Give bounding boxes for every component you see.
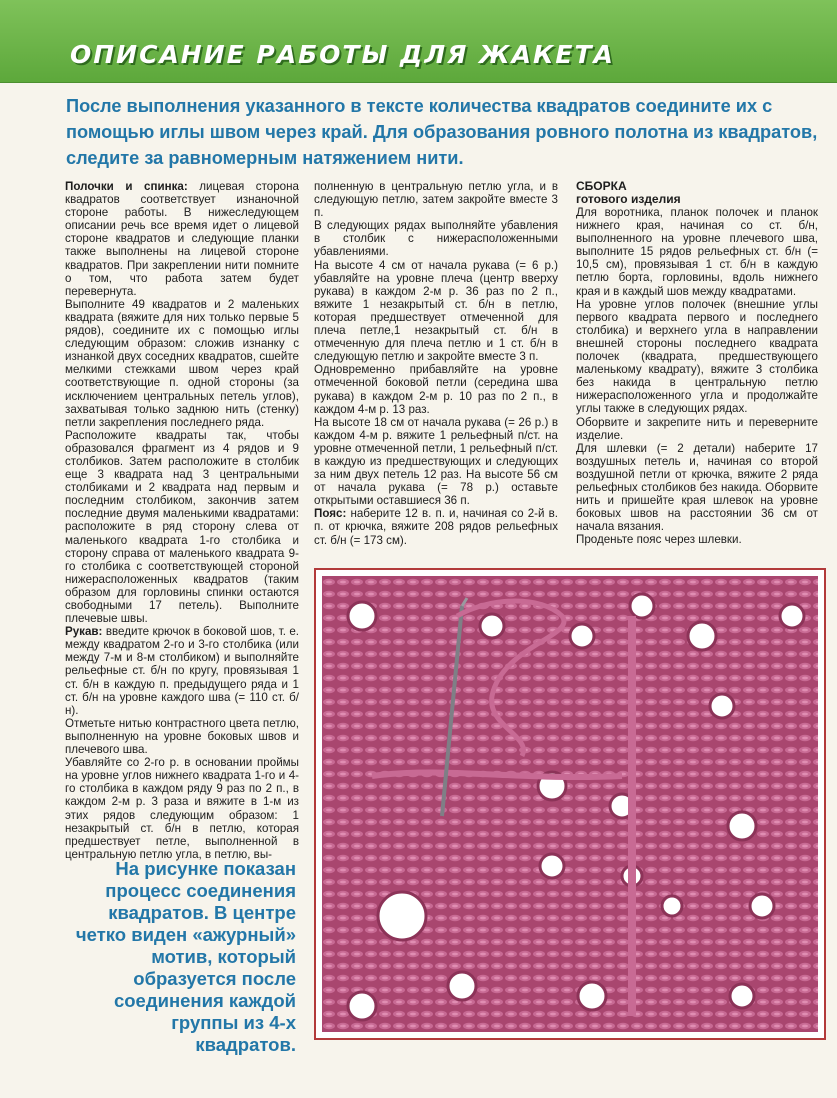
right-column bbox=[576, 180, 818, 546]
paragraph: На высоте 18 см от начала рукава (= 26 р.) в каждом 4-м р. вяжите 1 рельефный п/ст. на уровне отмеченной петли, 1 рельефный п/ст. в каждую из предшествующих и следующих за ним двух петель 12 раз. На высоте 56 см от начала рукава (= 78 р.) оставьте открытыми оставшиеся 36 п. bbox=[314, 415, 558, 508]
crochet-photo bbox=[314, 568, 826, 1040]
paragraph: Оборвите и закрепите нить и переверните изделие. bbox=[576, 415, 818, 442]
page-title: ОПИСАНИЕ РАБОТЫ ДЛЯ ЖАКЕТА bbox=[70, 40, 615, 69]
paragraph: В следующих рядах выполняйте убавления в столбик с нижерасположенными убавлениями. bbox=[314, 219, 558, 259]
section-label: Рукав: bbox=[65, 625, 103, 639]
paragraph: Одновременно прибавляйте на уровне отмеченной боковой петли (середина шва рукава) в каждом 2-м р. 10 раз по 2 п., в каждом 4-м р. 13 раз. bbox=[314, 363, 558, 416]
paragraph: Отметьте нитью контрастного цвета петлю, выполненную на уровне боковых швов и плечевого шва. bbox=[65, 716, 299, 757]
paragraph bbox=[314, 507, 558, 546]
header-banner bbox=[0, 0, 837, 83]
paragraph: На уровне углов полочек (внешние углы первого квадрата первого и последнего столбика) и верхнего угла в направлении внешней стороны последнего квадрата полочек (квадрата, предшествующего маленькому квадрату), вяжите 3 столбика без накида в центральную петлю нижерасположенного угла и продолжайте углы также в следующих рядах. bbox=[576, 297, 818, 416]
paragraph-text: наберите 12 в. п. и, начиная со 2-й в. п. от крючка, вяжите 208 рядов рельефных ст. б/н (= 173 см). bbox=[314, 507, 558, 547]
paragraph: полненную в центральную петлю угла, и в следующую петлю, затем закройте вместе 3 п. bbox=[314, 180, 558, 220]
paragraph: Для воротника, планок полочек и планок нижнего края, начиная со ст. б/н, выполненного на уровне плечевого шва, выполните 15 рядов рельефных ст. б/н (= 10,5 см), провязывая 1 ст. б/н в каждую петлю борта, горловины, вдоль нижнего края и в каждый шов между квадратами. bbox=[576, 206, 818, 298]
paragraph: Расположите квадраты так, чтобы образовался фрагмент из 4 рядов и 9 столбиков. Затем расположите в столбик еще 3 квадрата над 3 центральными столбиками и 2 квадрата над первым и последним столбиком, закончив затем последние двумя маленькими квадратами: расположите в ряд сторону слева от маленького квадрата 1-го столбика и сторону справа от маленького квадрата 9-го столбика с соответствующей стороной нижерасположенных квадратов (таким образом для горловины спинки остаются свободными 17 петель). Выполните плечевые швы. bbox=[65, 428, 299, 626]
section-heading: СБОРКА bbox=[576, 179, 627, 193]
section-label: Пояс: bbox=[314, 507, 347, 521]
paragraph bbox=[65, 180, 299, 298]
paragraph-text: лицевая сторона квадратов соответствует изнаночной стороне работы. В нижеследующем описании речь все время идет о лицевой стороне квадратов и следующие планки также выполнены на лицевой стороне квадратов. При закреплении нити помните о том, что работа затем будет перевернута. bbox=[65, 180, 299, 298]
intro-paragraph: После выполнения указанного в тексте количества квадратов соедините их с помощью иглы швом через край. Для образования ровного полотна из квадратов, следите за равномерным натяжением нити. bbox=[66, 96, 818, 168]
paragraph: Убавляйте со 2-го р. в основании проймы на уровне углов нижнего квадрата 1-го и 4-го столбика в каждом ряду 9 раз по 2 п., в каждом 2-м р. 3 раза и вяжите в 1-м из этих рядов следующим образом: 1 незакрытый ст. б/н в петлю, которая предшествует петле, выполненной в центральную петлю угла, в петлю, вы- bbox=[65, 756, 299, 861]
paragraph: На высоте 4 см от начала рукава (= 6 р.) убавляйте на уровне плеча (центр вверху рукава) в каждом 2-м р. 36 раз по 2 п., вяжите 1 незакрытый ст. б/н в петлю, которая предшествует отмеченной для плеча петле,1 незакрытый ст. б/н в отмеченную для плеча петлю и 1 ст. б/н в следующую петлю и закройте вместе 3 п. bbox=[314, 258, 558, 364]
paragraph: Для шлевки (= 2 детали) наберите 17 воздушных петель и, начиная со второй воздушной петли от крючка, вяжите 2 ряда рельефных столбиков без накида. Оборвите нить и пришейте края шлевок на уровне боковых швов на расстоянии 36 см от начала вязания. bbox=[576, 441, 818, 534]
section-label: Полочки и спинка: bbox=[65, 180, 188, 193]
paragraph-text: введите крючок в боковой шов, т. е. между квадратом 2-го и 3-го столбика (или между 7-м и 8-м столбиком) и выполняйте рельефные ст. б/н по кругу, провязывая 1 ст. б/н в каждую п. предыдущего ряда и 1 ст. б/н на уровне каждого шва (= 110 ст. б/н). bbox=[65, 625, 299, 717]
paragraph: Выполните 49 квадратов и 2 маленьких квадрата (вяжите для них только первые 5 рядов), соедините их с помощью иглы следующим образом: сложив изнанку с изнанкой двух соседних квадратов, сшейте мелкими стежками швом через край соответствующие п. одной стороны (за исключением центральных петель углов), захватывая только заднюю нить (стенку) петли закрепления последнего ряда. bbox=[65, 297, 299, 429]
crochet-squares-image bbox=[322, 576, 818, 1032]
section-subheading: готового изделия bbox=[576, 192, 681, 206]
photo-caption: На рисунке показан процесс соединения квадратов. В центре четко виден «ажурный» мотив, который образуется после соединения каждой группы из 4-х квадратов. bbox=[75, 858, 296, 1055]
paragraph bbox=[65, 625, 299, 717]
paragraph: Проденьте пояс через шлевки. bbox=[576, 533, 742, 547]
left-column bbox=[65, 180, 299, 861]
middle-column bbox=[314, 180, 558, 547]
